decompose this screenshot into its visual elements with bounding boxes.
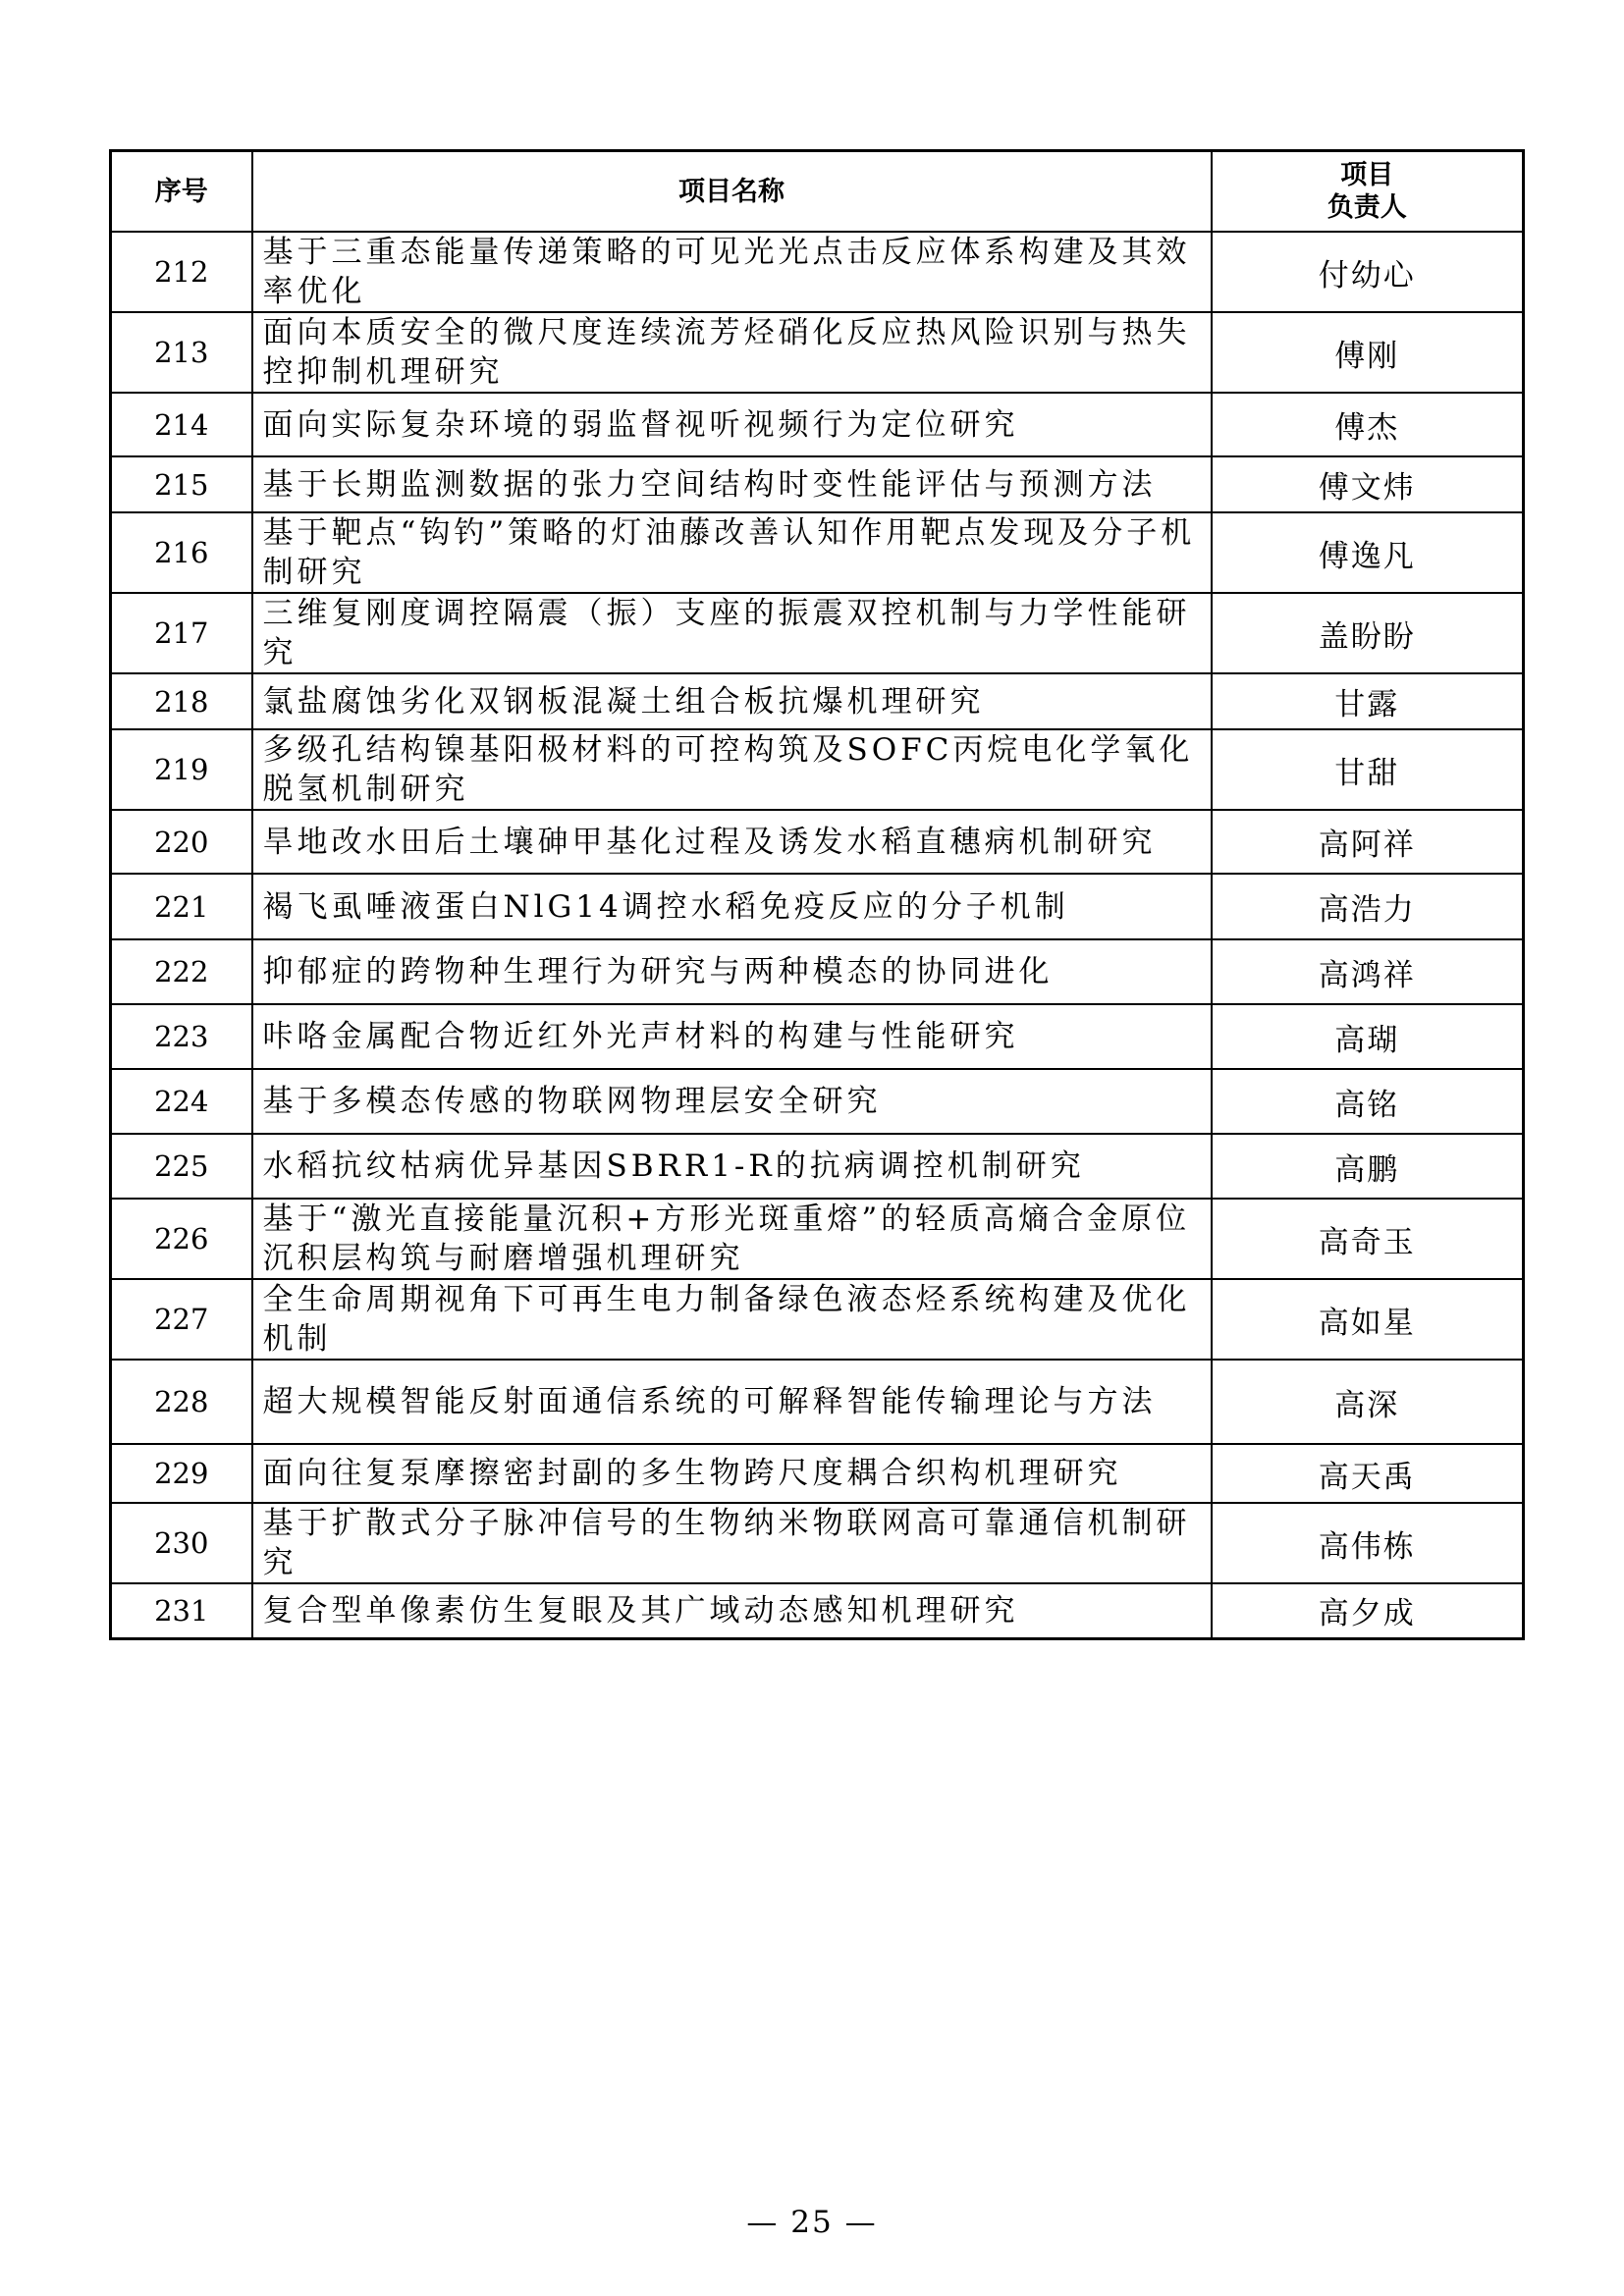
table-row	[111, 1583, 1524, 1638]
row-project-name: 面向实际复杂环境的弱监督视听视频行为定位研究	[252, 393, 1212, 456]
row-project-leader: 高奇玉	[1212, 1199, 1524, 1279]
row-project-leader: 傅逸凡	[1212, 512, 1524, 593]
table-row	[111, 810, 1524, 874]
row-index: 214	[111, 393, 252, 456]
row-project-name: 全生命周期视角下可再生电力制备绿色液态烃系统构建及优化机制	[252, 1279, 1212, 1360]
table-row	[111, 312, 1524, 393]
table-row	[111, 456, 1524, 512]
row-project-leader: 付幼心	[1212, 232, 1524, 312]
row-project-leader: 傅杰	[1212, 393, 1524, 456]
page-number: — 25 —	[746, 2205, 878, 2240]
row-project-name: 基于多模态传感的物联网物理层安全研究	[252, 1069, 1212, 1134]
row-index: 229	[111, 1444, 252, 1503]
row-project-name: 基于靶点“钩钓”策略的灯油藤改善认知作用靶点发现及分子机制研究	[252, 512, 1212, 593]
row-project-leader: 高浩力	[1212, 874, 1524, 939]
row-project-leader: 高鸿祥	[1212, 939, 1524, 1004]
row-project-leader: 高如星	[1212, 1279, 1524, 1360]
header-leader-line1: 项目	[1340, 160, 1394, 190]
row-project-leader: 高铭	[1212, 1069, 1524, 1134]
table-row	[111, 593, 1524, 673]
table-row	[111, 1360, 1524, 1444]
row-project-name: 超大规模智能反射面通信系统的可解释智能传输理论与方法	[252, 1360, 1212, 1444]
row-index: 218	[111, 673, 252, 729]
row-project-name: 水稻抗纹枯病优异基因SBRR1-R的抗病调控机制研究	[252, 1134, 1212, 1199]
row-project-name: 褐飞虱唾液蛋白NlG14调控水稻免疫反应的分子机制	[252, 874, 1212, 939]
row-index: 212	[111, 232, 252, 312]
header-index: 序号	[111, 151, 252, 233]
table-row	[111, 1134, 1524, 1199]
row-project-name: 基于扩散式分子脉冲信号的生物纳米物联网高可靠通信机制研究	[252, 1503, 1212, 1583]
header-leader-line2: 负责人	[1326, 192, 1407, 223]
header-project-name: 项目名称	[252, 151, 1212, 233]
row-project-name: 基于长期监测数据的张力空间结构时变性能评估与预测方法	[252, 456, 1212, 512]
row-index: 217	[111, 593, 252, 673]
row-project-name: 咔咯金属配合物近红外光声材料的构建与性能研究	[252, 1004, 1212, 1069]
row-project-leader: 高鹏	[1212, 1134, 1524, 1199]
row-project-name: 面向往复泵摩擦密封副的多生物跨尺度耦合织构机理研究	[252, 1444, 1212, 1503]
row-index: 213	[111, 312, 252, 393]
table-row	[111, 1503, 1524, 1583]
table-row	[111, 1004, 1524, 1069]
row-index: 222	[111, 939, 252, 1004]
row-project-leader: 甘甜	[1212, 729, 1524, 810]
row-project-name: 抑郁症的跨物种生理行为研究与两种模态的协同进化	[252, 939, 1212, 1004]
row-index: 224	[111, 1069, 252, 1134]
row-index: 228	[111, 1360, 252, 1444]
row-index: 223	[111, 1004, 252, 1069]
row-project-name: 基于“激光直接能量沉积+方形光斑重熔”的轻质高熵合金原位沉积层构筑与耐磨增强机理研究	[252, 1199, 1212, 1279]
header-project-leader	[1212, 151, 1524, 233]
table-row	[111, 673, 1524, 729]
row-project-leader: 高伟栋	[1212, 1503, 1524, 1583]
row-project-leader: 傅文炜	[1212, 456, 1524, 512]
row-project-leader: 傅刚	[1212, 312, 1524, 393]
table-row	[111, 1279, 1524, 1360]
table-row	[111, 1069, 1524, 1134]
row-index: 227	[111, 1279, 252, 1360]
project-table	[109, 149, 1525, 1640]
row-index: 226	[111, 1199, 252, 1279]
table-row	[111, 232, 1524, 312]
table-row	[111, 874, 1524, 939]
row-index: 231	[111, 1583, 252, 1638]
table-row	[111, 729, 1524, 810]
row-project-leader: 盖盼盼	[1212, 593, 1524, 673]
table-body	[111, 232, 1524, 1638]
row-project-name: 氯盐腐蚀劣化双钢板混凝土组合板抗爆机理研究	[252, 673, 1212, 729]
row-project-leader: 高瑚	[1212, 1004, 1524, 1069]
table-row	[111, 393, 1524, 456]
row-index: 215	[111, 456, 252, 512]
row-project-leader: 高天禹	[1212, 1444, 1524, 1503]
row-project-name: 面向本质安全的微尺度连续流芳烃硝化反应热风险识别与热失控抑制机理研究	[252, 312, 1212, 393]
row-index: 220	[111, 810, 252, 874]
row-project-name: 旱地改水田后土壤砷甲基化过程及诱发水稻直穗病机制研究	[252, 810, 1212, 874]
row-index: 219	[111, 729, 252, 810]
row-index: 230	[111, 1503, 252, 1583]
row-index: 225	[111, 1134, 252, 1199]
table-row	[111, 1444, 1524, 1503]
row-project-leader: 高阿祥	[1212, 810, 1524, 874]
row-project-name: 复合型单像素仿生复眼及其广域动态感知机理研究	[252, 1583, 1212, 1638]
row-project-name: 三维复刚度调控隔震（振）支座的振震双控机制与力学性能研究	[252, 593, 1212, 673]
row-project-leader: 高夕成	[1212, 1583, 1524, 1638]
row-project-leader: 高深	[1212, 1360, 1524, 1444]
row-index: 221	[111, 874, 252, 939]
row-index: 216	[111, 512, 252, 593]
row-project-name: 基于三重态能量传递策略的可见光光点击反应体系构建及其效率优化	[252, 232, 1212, 312]
row-project-leader: 甘露	[1212, 673, 1524, 729]
table-row	[111, 1199, 1524, 1279]
table-header-row	[111, 151, 1524, 233]
row-project-name: 多级孔结构镍基阳极材料的可控构筑及SOFC丙烷电化学氧化脱氢机制研究	[252, 729, 1212, 810]
table-row	[111, 939, 1524, 1004]
table-row	[111, 512, 1524, 593]
